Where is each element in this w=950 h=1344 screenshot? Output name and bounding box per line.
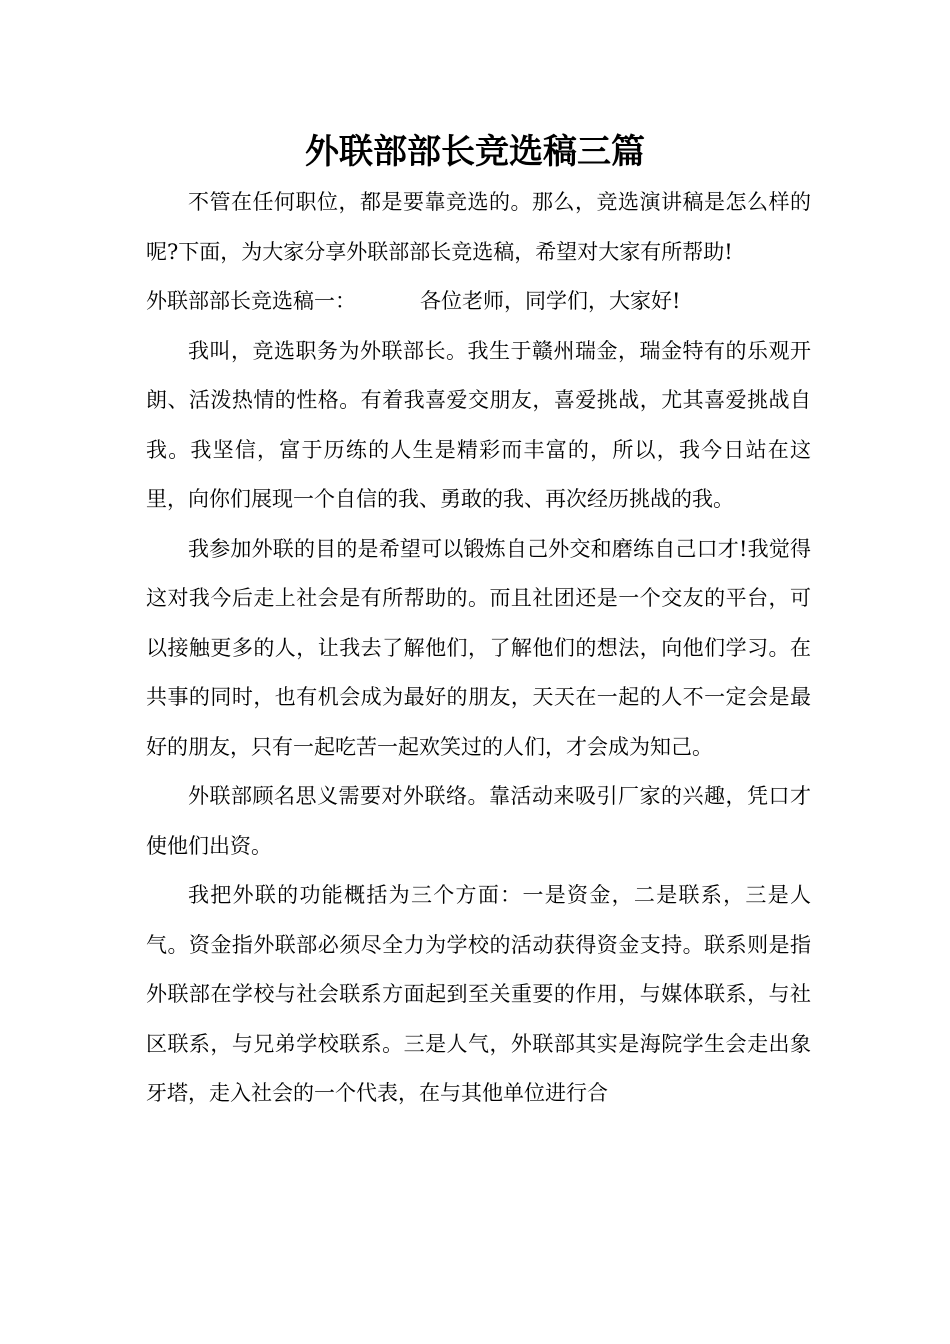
paragraph: 我把外联的功能概括为三个方面：一是资金，二是联系，三是人气。资金指外联部必须尽全力为学校的活动获得资金支持。联系则是指外联部在学校与社会联系方面起到至关重要的作用，与媒体联系，与社区联系，与兄弟学校联系。三是人气，外联部其实是海院学生会走出象牙塔，走入社会的一个代表，在与其他单位进行合: [146, 883, 811, 1105]
section-heading: 外联部部长竞选稿一：: [146, 289, 356, 313]
paragraph: 我参加外联的目的是希望可以锻炼自己外交和磨练自己口才!我觉得这对我今后走上社会是有所帮助的。而且社团还是一个交友的平台，可以接触更多的人，让我去了解他们，了解他们的想法，向他们学习。在共事的同时，也有机会成为最好的朋友，天天在一起的人不一定会是最好的朋友，只有一起吃苦一起欢笑过的人们，才会成为知己。: [146, 536, 811, 759]
greeting: 各位老师，同学们，大家好!: [420, 289, 681, 313]
intro-paragraph: 不管在任何职位，都是要靠竞选的。那么，竞选演讲稿是怎么样的呢?下面，为大家分享外联部部长竞选稿，希望对大家有所帮助!: [146, 190, 811, 264]
document-title: 外联部部长竞选稿三篇: [305, 132, 645, 172]
document-body: [146, 178, 811, 1119]
paragraph: 外联部顾名思义需要对外联络。靠活动来吸引厂家的兴趣，凭口才使他们出资。: [146, 784, 811, 858]
paragraph: 我叫，竞选职务为外联部长。我生于赣州瑞金，瑞金特有的乐观开朗、活泼热情的性格。有着我喜爱交朋友，喜爱挑战，尤其喜爱挑战自我。我坚信，富于历练的人生是精彩而丰富的，所以，我今日站在这里，向你们展现一个自信的我、勇敢的我、再次经历挑战的我。: [146, 338, 811, 511]
section-heading-line: [146, 277, 811, 327]
